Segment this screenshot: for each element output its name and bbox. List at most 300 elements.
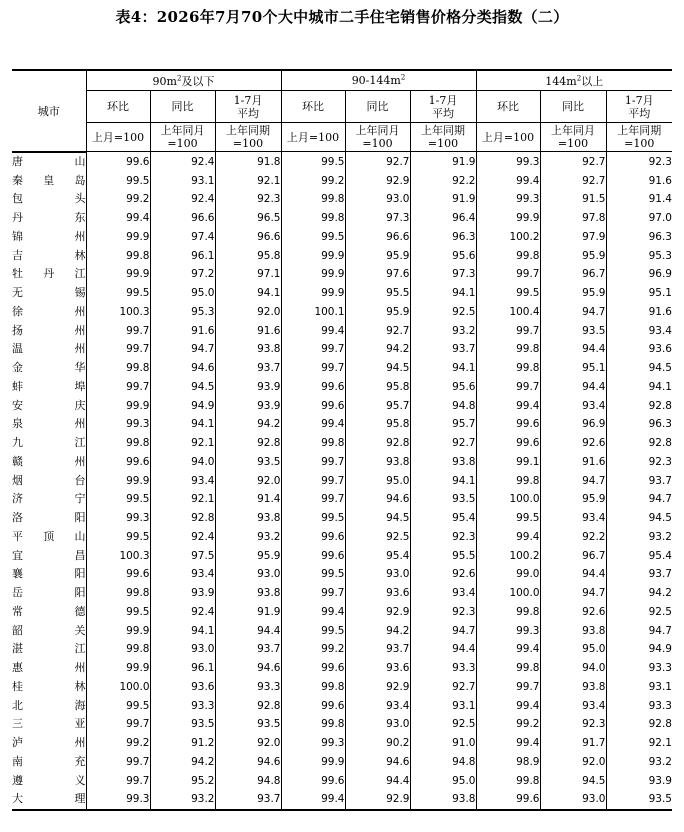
index-value: 92.7 [410, 434, 476, 453]
index-value: 99.2 [476, 715, 540, 734]
table-row [12, 640, 672, 659]
table-row [12, 190, 672, 209]
index-value: 99.7 [281, 584, 345, 603]
index-value: 99.8 [476, 659, 540, 678]
index-value: 99.5 [476, 509, 540, 528]
index-value: 92.6 [540, 603, 606, 622]
base-header-row [12, 123, 672, 152]
index-value: 94.1 [410, 359, 476, 378]
index-value: 94.1 [150, 415, 215, 434]
index-value: 95.7 [345, 396, 410, 415]
index-value: 94.5 [540, 771, 606, 790]
index-value: 92.7 [410, 678, 476, 697]
index-value: 91.0 [410, 734, 476, 753]
index-value: 93.0 [150, 640, 215, 659]
index-value: 93.8 [215, 340, 281, 359]
index-value: 93.1 [150, 171, 215, 190]
city-name: 安庆 [12, 398, 86, 412]
index-value: 93.4 [540, 509, 606, 528]
index-value: 94.7 [150, 340, 215, 359]
index-value: 94.0 [540, 659, 606, 678]
index-value: 99.6 [86, 453, 150, 472]
city-name: 桂林 [12, 679, 86, 693]
table-row [12, 152, 672, 172]
index-value: 94.9 [606, 640, 672, 659]
index-value: 91.8 [215, 152, 281, 172]
index-value: 93.6 [606, 340, 672, 359]
index-value: 92.0 [215, 734, 281, 753]
index-value: 93.3 [606, 659, 672, 678]
index-value: 94.4 [345, 771, 410, 790]
index-value: 94.5 [606, 359, 672, 378]
city-name: 洛阳 [12, 511, 86, 525]
index-value: 99.5 [86, 171, 150, 190]
index-value: 93.6 [345, 584, 410, 603]
index-value: 94.7 [606, 621, 672, 640]
index-value: 94.2 [345, 340, 410, 359]
mom-base-header: 上月=100 [281, 123, 345, 152]
index-value: 94.1 [410, 471, 476, 490]
index-value: 99.9 [281, 265, 345, 284]
index-value: 95.9 [540, 490, 606, 509]
index-value: 92.8 [150, 509, 215, 528]
table-row [12, 246, 672, 265]
index-value: 97.5 [150, 546, 215, 565]
table-header [12, 70, 672, 152]
city-name: 大理 [12, 790, 86, 810]
index-value: 92.1 [150, 434, 215, 453]
table-row [12, 734, 672, 753]
table-row [12, 378, 672, 397]
index-value: 92.9 [345, 171, 410, 190]
index-value: 93.8 [345, 453, 410, 472]
index-value: 94.7 [606, 490, 672, 509]
city-name: 平顶山 [12, 529, 86, 543]
index-value: 93.4 [150, 565, 215, 584]
table-row [12, 621, 672, 640]
index-value: 94.4 [410, 640, 476, 659]
index-value: 97.6 [345, 265, 410, 284]
index-value: 91.6 [606, 171, 672, 190]
index-value: 93.2 [410, 321, 476, 340]
index-value: 93.9 [215, 396, 281, 415]
ytd-average-header: 1-7月 平均 [606, 91, 672, 123]
index-value: 92.9 [345, 790, 410, 810]
ytd-base-header: 上年同期 =100 [606, 123, 672, 152]
table-row [12, 171, 672, 190]
index-value: 96.1 [150, 246, 215, 265]
index-value: 99.9 [281, 753, 345, 772]
index-value: 95.9 [215, 546, 281, 565]
city-name: 南充 [12, 754, 86, 768]
table-row [12, 678, 672, 697]
index-value: 95.6 [410, 246, 476, 265]
index-value: 93.0 [540, 790, 606, 810]
index-value: 99.8 [86, 584, 150, 603]
index-value: 99.6 [281, 378, 345, 397]
index-value: 92.2 [410, 171, 476, 190]
index-value: 99.7 [281, 453, 345, 472]
table-row [12, 396, 672, 415]
index-value: 99.5 [281, 228, 345, 247]
index-value: 94.0 [150, 453, 215, 472]
index-value: 95.5 [345, 284, 410, 303]
index-value: 95.1 [606, 284, 672, 303]
index-value: 99.9 [281, 284, 345, 303]
index-value: 99.5 [86, 528, 150, 547]
index-value: 95.6 [410, 378, 476, 397]
index-value: 93.8 [215, 584, 281, 603]
index-value: 92.4 [150, 528, 215, 547]
index-value: 93.4 [410, 584, 476, 603]
table-row [12, 303, 672, 322]
city-name: 宜昌 [12, 548, 86, 562]
mom-base-header: 上月=100 [476, 123, 540, 152]
table-row [12, 753, 672, 772]
index-value: 93.2 [150, 790, 215, 810]
mom-header: 环比 [476, 91, 540, 123]
index-value: 99.4 [476, 640, 540, 659]
index-value: 95.0 [345, 471, 410, 490]
index-value: 97.1 [215, 265, 281, 284]
index-value: 100.2 [476, 228, 540, 247]
index-value: 96.7 [540, 546, 606, 565]
index-value: 93.4 [345, 696, 410, 715]
index-value: 99.7 [476, 321, 540, 340]
table-row [12, 771, 672, 790]
index-value: 92.3 [606, 453, 672, 472]
index-value: 99.8 [86, 434, 150, 453]
index-value: 99.6 [281, 546, 345, 565]
index-value: 93.2 [215, 528, 281, 547]
ytd-average-header: 1-7月 平均 [215, 91, 281, 123]
index-value: 94.5 [150, 378, 215, 397]
table-row [12, 471, 672, 490]
index-value: 99.6 [476, 790, 540, 810]
index-value: 93.8 [540, 621, 606, 640]
index-value: 93.1 [606, 678, 672, 697]
index-value: 99.5 [281, 565, 345, 584]
ytd-base-header: 上年同期 =100 [215, 123, 281, 152]
table-row [12, 321, 672, 340]
index-value: 99.9 [86, 471, 150, 490]
yoy-base-header: 上年同月 =100 [150, 123, 215, 152]
index-value: 94.1 [150, 621, 215, 640]
mom-header: 环比 [86, 91, 150, 123]
index-value: 94.6 [345, 490, 410, 509]
index-value: 97.4 [150, 228, 215, 247]
index-value: 99.8 [86, 246, 150, 265]
index-value: 95.5 [410, 546, 476, 565]
index-value: 93.0 [345, 715, 410, 734]
index-value: 99.9 [86, 265, 150, 284]
index-value: 93.5 [540, 321, 606, 340]
index-value: 91.2 [150, 734, 215, 753]
index-value: 93.3 [606, 696, 672, 715]
index-value: 99.7 [86, 753, 150, 772]
index-value: 92.3 [410, 603, 476, 622]
index-value: 99.0 [476, 565, 540, 584]
city-name: 三亚 [12, 717, 86, 731]
index-value: 92.3 [410, 528, 476, 547]
index-value: 99.8 [86, 640, 150, 659]
index-value: 94.6 [215, 753, 281, 772]
index-value: 94.7 [540, 471, 606, 490]
index-value: 94.6 [150, 359, 215, 378]
index-value: 94.7 [540, 303, 606, 322]
table-row [12, 565, 672, 584]
index-value: 94.1 [215, 284, 281, 303]
index-value: 95.9 [345, 246, 410, 265]
index-value: 92.9 [345, 678, 410, 697]
index-value: 94.8 [215, 771, 281, 790]
index-value: 93.5 [150, 715, 215, 734]
index-value: 94.1 [606, 378, 672, 397]
table-row [12, 603, 672, 622]
sub-header-row [12, 91, 672, 123]
index-value: 99.4 [281, 321, 345, 340]
index-value: 99.3 [86, 415, 150, 434]
index-value: 96.3 [410, 228, 476, 247]
index-value: 95.8 [215, 246, 281, 265]
index-value: 99.7 [86, 378, 150, 397]
index-value: 91.9 [410, 152, 476, 172]
index-value: 100.2 [476, 546, 540, 565]
index-value: 96.9 [540, 415, 606, 434]
index-value: 93.7 [606, 471, 672, 490]
index-value: 92.8 [606, 434, 672, 453]
city-name: 吉林 [12, 248, 86, 262]
index-value: 100.0 [476, 490, 540, 509]
index-value: 99.2 [86, 190, 150, 209]
index-value: 99.6 [86, 152, 150, 172]
group-header-medium: $90-144m^2$ [281, 70, 476, 91]
mom-base-header: 上月=100 [86, 123, 150, 152]
index-value: 96.9 [606, 265, 672, 284]
index-value: 94.7 [410, 621, 476, 640]
index-value: 91.6 [606, 303, 672, 322]
index-value: 99.4 [476, 396, 540, 415]
index-value: 94.4 [540, 565, 606, 584]
index-value: 94.7 [540, 584, 606, 603]
city-column-header: 城市 [12, 70, 86, 152]
index-value: 99.9 [281, 246, 345, 265]
index-value: 96.7 [540, 265, 606, 284]
index-value: 96.5 [215, 209, 281, 228]
table-row [12, 584, 672, 603]
index-value: 99.9 [476, 209, 540, 228]
index-value: 93.5 [215, 715, 281, 734]
index-value: 93.3 [215, 678, 281, 697]
index-value: 100.3 [86, 303, 150, 322]
index-value: 99.9 [86, 228, 150, 247]
index-value: 100.3 [86, 546, 150, 565]
index-value: 99.7 [281, 340, 345, 359]
index-value: 93.9 [606, 771, 672, 790]
index-value: 99.5 [86, 696, 150, 715]
index-value: 99.5 [86, 603, 150, 622]
index-value: 99.5 [476, 284, 540, 303]
index-value: 99.7 [86, 340, 150, 359]
index-value: 99.8 [281, 715, 345, 734]
index-value: 95.8 [345, 415, 410, 434]
index-value: 92.7 [540, 152, 606, 172]
index-value: 93.8 [410, 453, 476, 472]
index-value: 99.2 [281, 640, 345, 659]
index-value: 99.8 [476, 359, 540, 378]
index-value: 99.6 [281, 528, 345, 547]
table-row [12, 453, 672, 472]
city-name: 温州 [12, 342, 86, 356]
table-row [12, 434, 672, 453]
index-value: 92.8 [345, 434, 410, 453]
yoy-base-header: 上年同月 =100 [345, 123, 410, 152]
index-value: 99.3 [476, 190, 540, 209]
index-value: 94.9 [150, 396, 215, 415]
index-value: 99.8 [476, 603, 540, 622]
index-value: 92.0 [215, 303, 281, 322]
index-value: 99.4 [281, 603, 345, 622]
city-name: 九江 [12, 436, 86, 450]
index-value: 98.9 [476, 753, 540, 772]
index-value: 93.5 [410, 490, 476, 509]
city-name: 遵义 [12, 773, 86, 787]
index-value: 92.8 [606, 396, 672, 415]
index-value: 94.5 [345, 359, 410, 378]
table-row [12, 265, 672, 284]
index-value: 99.8 [476, 340, 540, 359]
index-value: 99.8 [281, 190, 345, 209]
index-value: 92.3 [215, 190, 281, 209]
index-value: 96.3 [606, 228, 672, 247]
index-value: 94.5 [606, 509, 672, 528]
index-value: 99.2 [281, 171, 345, 190]
index-value: 95.3 [606, 246, 672, 265]
index-value: 93.7 [215, 359, 281, 378]
index-value: 90.2 [345, 734, 410, 753]
index-value: 99.3 [86, 509, 150, 528]
index-value: 93.4 [540, 396, 606, 415]
index-value: 93.7 [410, 340, 476, 359]
table-row [12, 715, 672, 734]
index-value: 99.3 [476, 152, 540, 172]
city-name: 扬州 [12, 323, 86, 337]
index-value: 95.4 [345, 546, 410, 565]
index-value: 93.4 [606, 321, 672, 340]
index-value: 94.2 [345, 621, 410, 640]
index-value: 99.4 [86, 209, 150, 228]
index-value: 96.6 [345, 228, 410, 247]
index-value: 91.4 [215, 490, 281, 509]
index-value: 99.6 [281, 396, 345, 415]
index-value: 99.3 [86, 790, 150, 810]
index-value: 92.2 [540, 528, 606, 547]
index-value: 94.4 [540, 340, 606, 359]
table-row [12, 546, 672, 565]
index-value: 92.9 [345, 603, 410, 622]
index-value: 92.4 [150, 603, 215, 622]
page-title: 表4：2026年7月70个大中城市二手住宅销售价格分类指数（二） [115, 8, 569, 26]
city-name: 济宁 [12, 492, 86, 506]
index-value: 93.1 [410, 696, 476, 715]
index-value: 99.8 [281, 434, 345, 453]
index-value: 99.4 [476, 528, 540, 547]
group-header-large: $144m^2$以上 [476, 70, 672, 91]
table-row [12, 659, 672, 678]
city-name: 岳阳 [12, 586, 86, 600]
index-value: 99.9 [86, 621, 150, 640]
index-value: 96.6 [150, 209, 215, 228]
city-name: 惠州 [12, 661, 86, 675]
city-name: 牡丹江 [12, 267, 86, 281]
index-value: 92.7 [540, 171, 606, 190]
index-value: 94.8 [410, 753, 476, 772]
index-value: 91.7 [540, 734, 606, 753]
table-row [12, 696, 672, 715]
index-value: 93.5 [606, 790, 672, 810]
ytd-average-header: 1-7月 平均 [410, 91, 476, 123]
index-value: 91.9 [215, 603, 281, 622]
city-name: 锦州 [12, 229, 86, 243]
index-value: 99.5 [86, 490, 150, 509]
index-value: 92.5 [345, 528, 410, 547]
index-value: 99.7 [281, 471, 345, 490]
index-value: 92.1 [606, 734, 672, 753]
table-row [12, 490, 672, 509]
index-value: 92.8 [215, 434, 281, 453]
index-value: 99.8 [86, 359, 150, 378]
index-value: 94.5 [345, 509, 410, 528]
index-value: 91.6 [150, 321, 215, 340]
city-name: 赣州 [12, 454, 86, 468]
index-value: 93.7 [345, 640, 410, 659]
index-value: 100.0 [476, 584, 540, 603]
index-value: 94.8 [410, 396, 476, 415]
table-row [12, 415, 672, 434]
index-value: 92.3 [606, 152, 672, 172]
index-value: 97.2 [150, 265, 215, 284]
index-value: 99.6 [476, 434, 540, 453]
table-row [12, 228, 672, 247]
index-value: 95.8 [345, 378, 410, 397]
index-value: 99.7 [86, 321, 150, 340]
index-value: 99.7 [86, 715, 150, 734]
index-value: 95.2 [150, 771, 215, 790]
index-value: 91.4 [606, 190, 672, 209]
index-value: 100.0 [86, 678, 150, 697]
index-value: 99.7 [476, 378, 540, 397]
index-value: 94.4 [215, 621, 281, 640]
table-body [12, 152, 672, 810]
yoy-header: 同比 [150, 91, 215, 123]
city-name: 泉州 [12, 417, 86, 431]
index-value: 93.7 [215, 790, 281, 810]
index-value: 93.2 [606, 528, 672, 547]
index-value: 91.6 [540, 453, 606, 472]
index-value: 99.5 [281, 621, 345, 640]
index-value: 91.5 [540, 190, 606, 209]
index-value: 91.9 [410, 190, 476, 209]
index-value: 96.6 [215, 228, 281, 247]
index-value: 99.5 [281, 509, 345, 528]
index-value: 96.3 [606, 415, 672, 434]
index-value: 92.5 [606, 603, 672, 622]
city-name: 湛江 [12, 642, 86, 656]
index-value: 99.6 [476, 415, 540, 434]
city-name: 金华 [12, 361, 86, 375]
index-value: 94.1 [410, 284, 476, 303]
mom-header: 环比 [281, 91, 345, 123]
